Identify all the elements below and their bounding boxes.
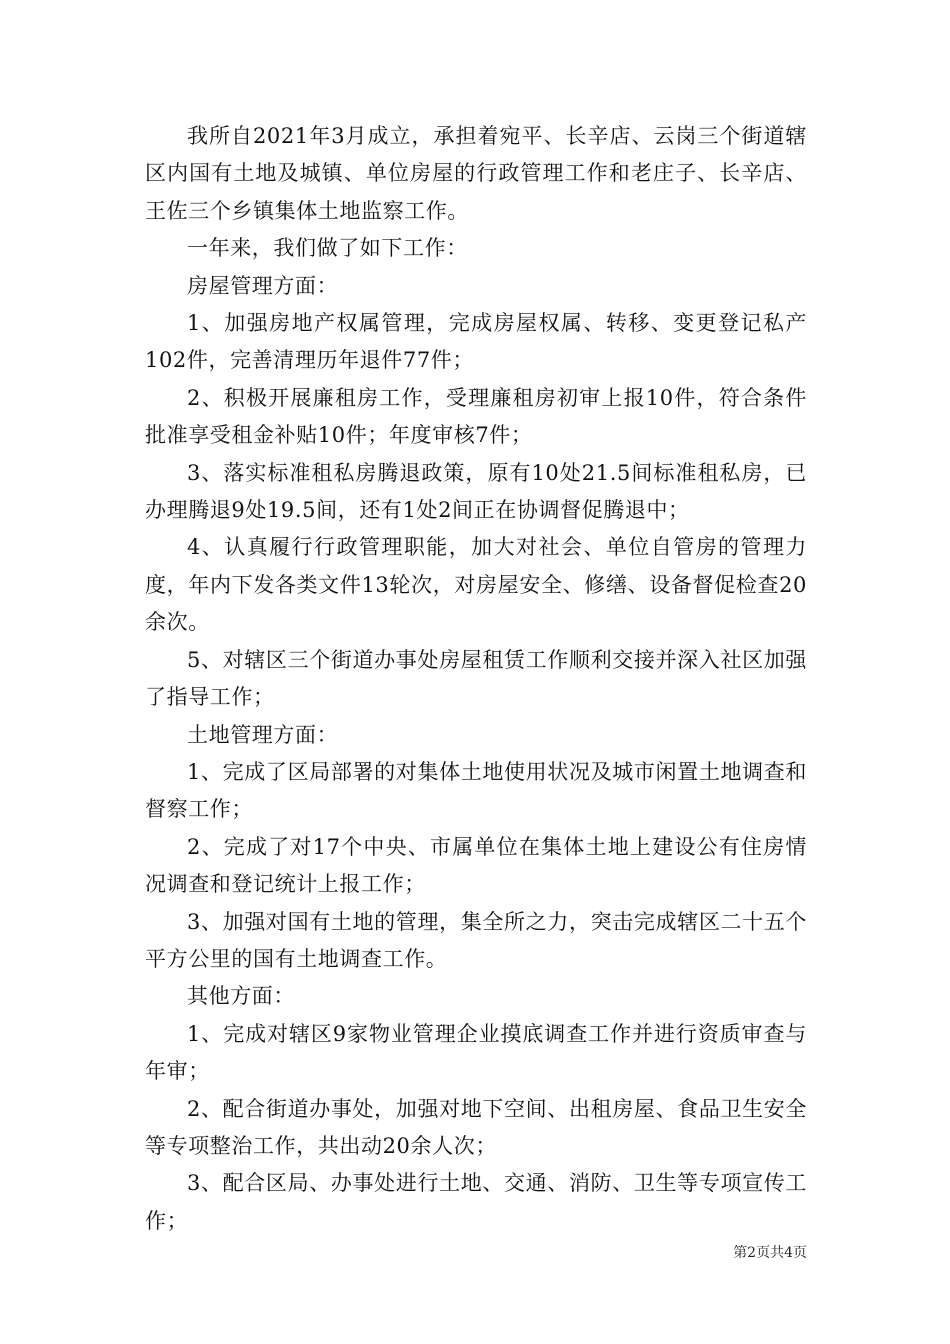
housing-item-4: 4、认真履行行政管理职能，加大对社会、单位自管房的管理力度，年内下发各类文件13轮次，对房屋安全、修缮、设备督促检查20余次。: [145, 535, 807, 635]
page-number: 第2页共4页: [733, 1245, 807, 1261]
land-item-3: 3、加强对国有土地的管理，集全所之力，突击完成辖区二十五个平方公里的国有土地调查工作。: [145, 909, 807, 971]
section-heading-land: 土地管理方面：: [187, 722, 339, 747]
paragraph-summary-lead: 一年来，我们做了如下工作：: [187, 236, 468, 261]
housing-item-3: 3、落实标准租私房腾退政策，原有10处21.5间标准租私房，已办理腾退9处19.5间，还有1处2间正在协调督促腾退中；: [145, 460, 807, 523]
land-item-2: 2、完成了对17个中央、市属单位在集体土地上建设公有住房情况调查和登记统计上报工作；: [145, 834, 807, 897]
other-item-1: 1、完成对辖区9家物业管理企业摸底调查工作并进行资质审查与年审；: [145, 1021, 807, 1084]
section-heading-other: 其他方面：: [187, 984, 295, 1009]
housing-item-1: 1、加强房地产权属管理，完成房屋权属、转移、变更登记私产102件，完善清理历年退件77件；: [145, 311, 807, 373]
housing-item-5: 5、对辖区三个街道办事处房屋租赁工作顺利交接并深入社区加强了指导工作；: [145, 647, 807, 710]
document-body: [145, 118, 807, 1240]
paragraph-intro: 我所自2021年3月成立，承担着宛平、长辛店、云岗三个街道辖区内国有土地及城镇、单位房屋的行政管理工作和老庄子、长辛店、王佐三个乡镇集体土地监察工作。: [145, 124, 807, 223]
other-item-3: 3、配合区局、办事处进行土地、交通、消防、卫生等专项宣传工作；: [145, 1171, 807, 1233]
other-item-2: 2、配合街道办事处，加强对地下空间、出租房屋、食品卫生安全等专项整治工作，共出动20余人次；: [145, 1096, 807, 1158]
housing-item-2: 2、积极开展廉租房工作，受理廉租房初审上报10件，符合条件批准享受租金补贴10件；年度审核7件；: [145, 385, 807, 448]
section-heading-housing: 房屋管理方面：: [187, 273, 339, 298]
land-item-1: 1、完成了区局部署的对集体土地使用状况及城市闲置土地调查和督察工作；: [145, 759, 807, 822]
